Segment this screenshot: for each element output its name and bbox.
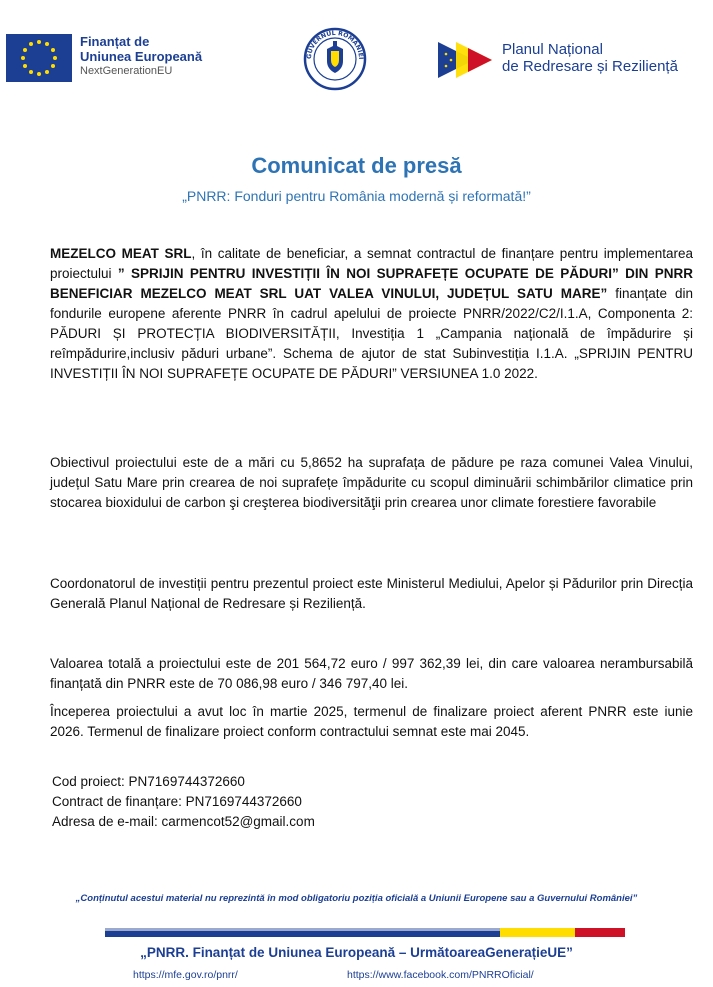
romanian-government-seal-icon [303, 27, 367, 91]
pnrr-label [502, 41, 678, 75]
page-subtitle: „PNRR: Fonduri pentru România modernă și reformată!” [182, 188, 531, 204]
pnrr-logo-icon [438, 42, 498, 78]
paragraph-objective: Obiectivul proiectului este de a mări cu 5,8652 ha suprafața de pădure pe raza comunei Valea Vinului, județul Satu Mare prin crearea de noi suprafețe împădurite cu scopul diminuării schimbărilor climatice prin stocarea bioxidului de carbon şi creşterea biodiversităţii prin crearea unor climate forestiere favorabile [50, 455, 693, 510]
disclaimer: „Conținutul acestui material nu reprezintă în mod obligatoriu poziția oficială a Uniunii Europene sau a Guvernului României” [75, 893, 638, 904]
contract-text-1: , în calitate de beneficiar, a semnat contractul de finanțare pentru implementarea proiectului [50, 246, 693, 281]
contract-number: Contract de finanțare: PN7169744372660 [52, 794, 302, 809]
paragraph-timeline: Începerea proiectului a avut loc în martie 2025, termenul de finalizare proiect aferent PNRR este iunie 2026. Termenul de finalizare proiect conform contractului semnat este mai 2045. [50, 704, 693, 739]
contract-text-2: finanțate din fondurile europene aferente PNRR în cadrul apelului de proiecte PNRR/2022/C2/I.1.A, Componenta 2: PĂDURI ȘI PROTECȚIA BIODIVERSITĂȚII, Investiția 1 „Campania națională de împădurire și reîmpădurire,inclusiv păduri urbane”. Schema de ajutor de stat Subinvestiția I.1.A. „SPRIJIN PENTRU INVESTIȚII ÎN NOI SUPRAFEȚE OCUPATE DE PĂDURI” VERSIUNEA 1.0 2022. [50, 286, 693, 381]
project-info [52, 772, 315, 832]
page-title: Comunicat de presă [251, 153, 462, 178]
paragraph-coordinator: Coordonatorul de investiții pentru prezentul proiect este Ministerul Mediului, Apelor și Pădurilor prin Direcția Generală Planul Național de Redresare și Reziliență. [50, 576, 693, 611]
project-code: Cod proiect: PN7169744372660 [52, 774, 245, 789]
eu-line-1: Finanțat de [80, 34, 150, 49]
eu-funding-label [80, 34, 202, 79]
header [0, 0, 713, 110]
contact-email: Adresa de e-mail: carmencot52@gmail.com [52, 814, 315, 829]
footer-color-bar [105, 928, 625, 937]
paragraph-value: Valoarea totală a proiectului este de 201 564,72 euro / 997 362,39 lei, din care valoarea nerambursabilă finanțată din PNRR este de 70 086,98 euro / 346 797,40 lei. [50, 656, 693, 691]
beneficiary-name: MEZELCO MEAT SRL [50, 246, 192, 261]
eu-line-3: NextGenerationEU [80, 65, 173, 77]
paragraph-contract [50, 244, 693, 384]
pnrr-line-1: Planul Național [502, 41, 603, 58]
project-name: ” SPRIJIN PENTRU INVESTIȚII ÎN NOI SUPRAFEȚE OCUPATE DE PĂDURI” DIN PNRR BENEFICIAR MEZELCO MEAT SRL UAT VALEA VINULUI, JUDEȚUL SATU MARE” [50, 266, 693, 301]
seal-text: GUVERNUL ROMÂNIEI [305, 29, 365, 60]
pnrr-line-2: de Redresare și Reziliență [502, 58, 678, 75]
eu-flag-icon [6, 34, 72, 82]
mfe-link[interactable]: https://mfe.gov.ro/pnrr/ [133, 969, 238, 981]
footer-tagline: „PNRR. Finanțat de Uniunea Europeană – UrmătoareaGenerațieUE” [140, 945, 573, 960]
facebook-link[interactable]: https://www.facebook.com/PNRROficial/ [347, 969, 534, 981]
eu-line-2: Uniunea Europeană [80, 49, 203, 64]
